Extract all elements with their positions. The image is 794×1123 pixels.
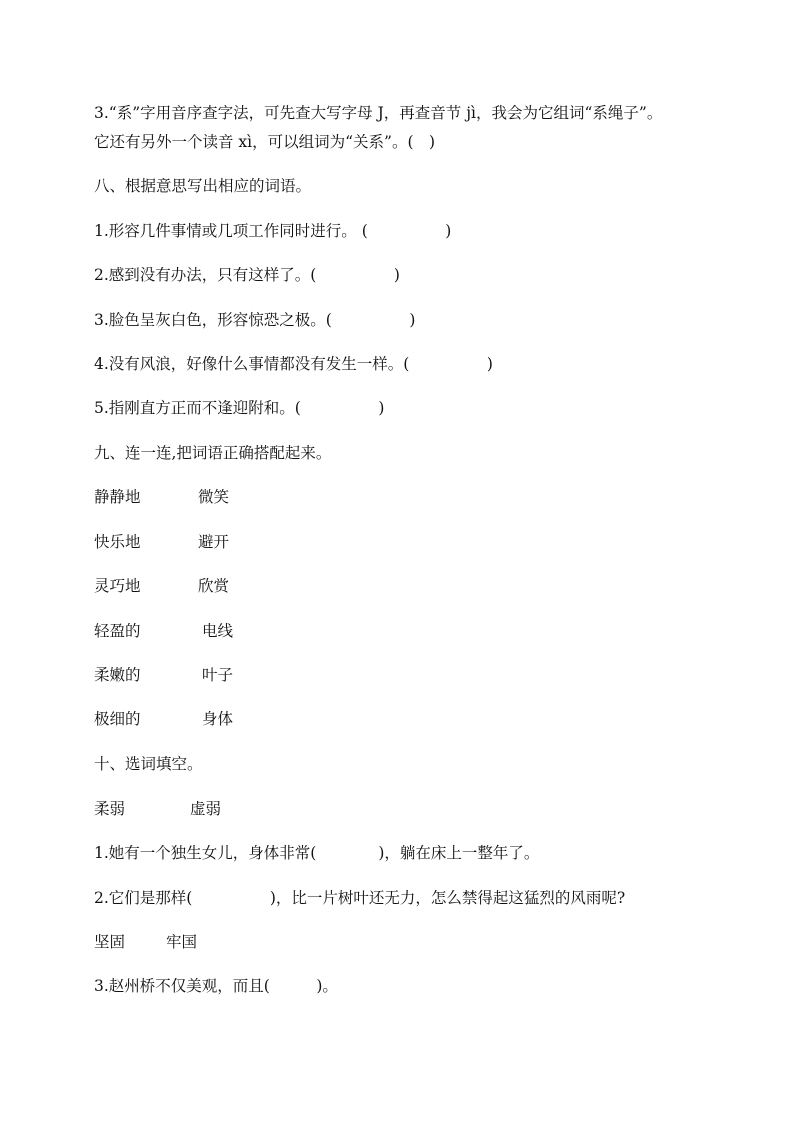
match-left-word: 快乐地 [94,533,141,551]
section10-item-3: 3.赵州桥不仅美观，而且( )。 [94,977,338,995]
match-row [94,576,229,596]
match-left-word: 静静地 [94,488,141,506]
match-left-word: 柔嫩的 [94,666,141,684]
section8-item-2: 2.感到没有办法，只有这样了。( ) [94,266,400,284]
section10-item-1: 1.她有一个独生女儿，身体非常( )，躺在床上一整年了。 [94,844,540,862]
section8-item-4: 4.没有风浪，好像什么事情都没有发生一样。( ) [94,355,493,373]
match-right-word: 电线 [202,622,234,640]
section10-item-2: 2.它们是那样( )，比一片树叶还无力，怎么禁得起这猛烈的风雨呢? [94,889,626,907]
section9-heading: 九、连一连,把词语正确搭配起来。 [94,444,332,462]
q7-item3-line1: 3.“系”字用音序查字法，可先查大写字母 J，再查音节 jì，我会为它组词“系绳子”。 [94,104,663,122]
match-left-word: 极细的 [94,710,141,728]
match-row [94,487,229,507]
choice-word: 坚固 [94,933,126,951]
section8-heading: 八、根据意思写出相应的词语。 [94,177,312,195]
choice-word: 牢国 [166,933,198,951]
match-row [94,665,233,685]
section10-heading: 十、选词填空。 [94,755,203,773]
match-right-word: 身体 [202,710,234,728]
match-row [94,709,233,729]
section8-item-5: 5.指刚直方正而不逢迎附和。( ) [94,399,385,417]
section8-item-1: 1.形容几件事情或几项工作同时进行。 ( ) [94,222,452,240]
word-choices [94,932,197,952]
match-row [94,532,229,552]
word-choices [94,799,221,819]
match-left-word: 轻盈的 [94,622,141,640]
match-right-word: 欣赏 [198,577,230,595]
match-right-word: 微笑 [198,488,230,506]
section8-item-3: 3.脸色呈灰白色，形容惊恐之极。( ) [94,311,416,329]
match-right-word: 避开 [198,533,230,551]
match-right-word: 叶子 [202,666,234,684]
match-row [94,621,233,641]
q7-item3-line2: 它还有另外一个读音 xì，可以组词为“关系”。( ) [94,133,436,151]
choice-word: 虚弱 [190,800,222,818]
choice-word: 柔弱 [94,800,126,818]
match-left-word: 灵巧地 [94,577,141,595]
